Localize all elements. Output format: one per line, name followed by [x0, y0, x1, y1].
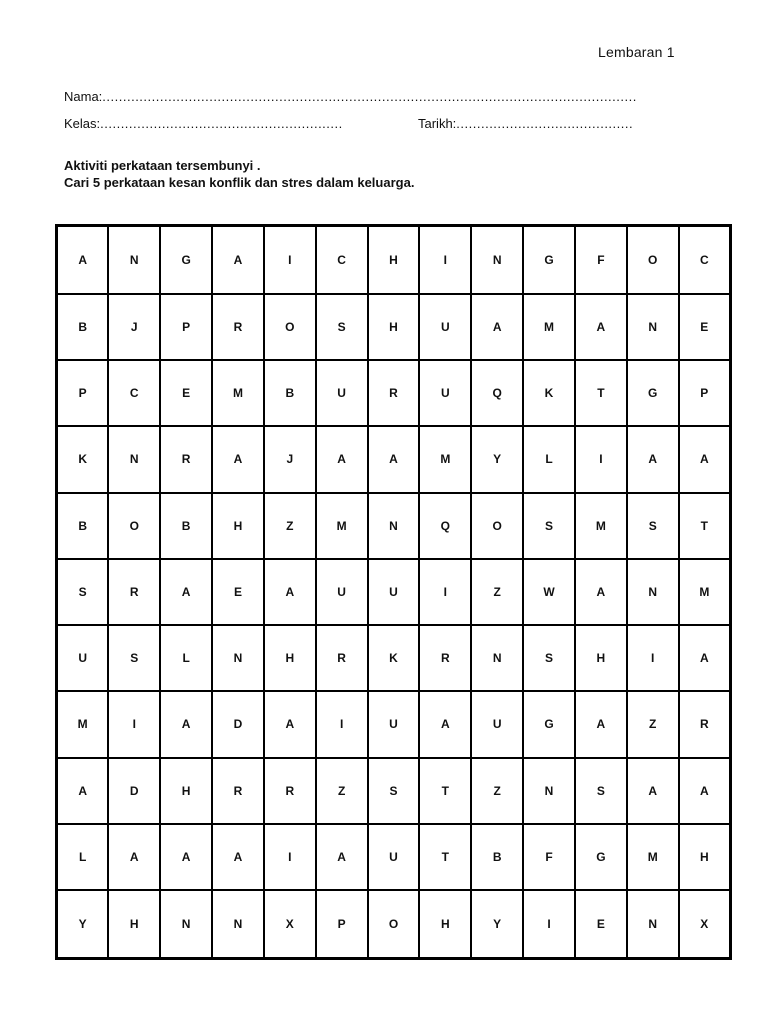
grid-cell[interactable]: X [679, 890, 731, 958]
grid-cell[interactable]: R [212, 294, 264, 360]
grid-cell[interactable]: R [316, 625, 368, 691]
grid-cell[interactable]: N [471, 625, 523, 691]
grid-cell[interactable]: S [523, 493, 575, 559]
grid-cell[interactable]: N [471, 226, 523, 294]
grid-cell[interactable]: A [575, 691, 627, 757]
grid-cell[interactable]: O [368, 890, 420, 958]
grid-cell[interactable]: A [57, 758, 109, 824]
grid-cell[interactable]: A [316, 426, 368, 492]
grid-cell[interactable]: G [523, 691, 575, 757]
grid-cell[interactable]: A [575, 559, 627, 625]
class-field[interactable] [64, 116, 343, 131]
grid-cell[interactable]: I [419, 226, 471, 294]
activity-task: Cari 5 perkataan kesan konflik dan stres dalam keluarga. [64, 175, 415, 190]
grid-cell[interactable]: I [264, 226, 316, 294]
grid-cell[interactable]: U [316, 360, 368, 426]
grid-cell[interactable]: M [523, 294, 575, 360]
grid-cell[interactable]: E [575, 890, 627, 958]
grid-cell[interactable]: D [212, 691, 264, 757]
grid-cell[interactable]: C [679, 226, 731, 294]
grid-cell[interactable]: C [316, 226, 368, 294]
grid-row [57, 360, 731, 426]
grid-cell[interactable]: E [679, 294, 731, 360]
grid-row [57, 824, 731, 890]
grid-cell[interactable]: B [471, 824, 523, 890]
grid-cell[interactable]: N [108, 426, 160, 492]
grid-cell[interactable]: K [523, 360, 575, 426]
grid-cell[interactable]: H [264, 625, 316, 691]
grid-cell[interactable]: H [160, 758, 212, 824]
grid-cell[interactable]: S [627, 493, 679, 559]
grid-cell[interactable]: M [627, 824, 679, 890]
grid-cell[interactable]: F [575, 226, 627, 294]
grid-cell[interactable]: Z [627, 691, 679, 757]
grid-cell[interactable]: N [627, 559, 679, 625]
grid-cell[interactable]: A [679, 758, 731, 824]
grid-cell[interactable]: Y [471, 890, 523, 958]
grid-cell[interactable]: Z [471, 559, 523, 625]
grid-cell[interactable]: A [575, 294, 627, 360]
grid-cell[interactable]: Q [419, 493, 471, 559]
grid-cell[interactable]: R [264, 758, 316, 824]
grid-cell[interactable]: G [627, 360, 679, 426]
grid-row [57, 890, 731, 958]
grid-cell[interactable]: M [679, 559, 731, 625]
word-search-grid [55, 224, 732, 960]
class-label: Kelas: [64, 116, 101, 131]
grid-cell[interactable]: M [316, 493, 368, 559]
grid-cell[interactable]: G [575, 824, 627, 890]
grid-cell[interactable]: A [368, 426, 420, 492]
grid-cell[interactable]: B [57, 294, 109, 360]
grid-cell[interactable]: N [523, 758, 575, 824]
grid-cell[interactable]: G [523, 226, 575, 294]
grid-row [57, 226, 731, 294]
grid-cell[interactable]: B [160, 493, 212, 559]
grid-cell[interactable]: R [108, 559, 160, 625]
name-label: Nama: [64, 89, 103, 104]
grid-cell[interactable]: U [368, 824, 420, 890]
grid-cell[interactable]: S [57, 559, 109, 625]
grid-cell[interactable]: R [212, 758, 264, 824]
grid-cell[interactable]: N [627, 890, 679, 958]
grid-cell[interactable]: H [575, 625, 627, 691]
grid-cell[interactable]: R [679, 691, 731, 757]
grid-cell[interactable]: Y [471, 426, 523, 492]
grid-cell[interactable]: U [368, 691, 420, 757]
grid-row [57, 559, 731, 625]
grid-cell[interactable]: Z [264, 493, 316, 559]
grid-row [57, 294, 731, 360]
grid-cell[interactable]: J [108, 294, 160, 360]
grid-cell[interactable]: Q [471, 360, 523, 426]
name-field[interactable] [64, 89, 637, 104]
grid-cell[interactable]: A [316, 824, 368, 890]
grid-cell[interactable]: S [108, 625, 160, 691]
grid-cell[interactable]: R [368, 360, 420, 426]
grid-cell[interactable]: N [212, 890, 264, 958]
date-blank: ........................................... [456, 116, 634, 131]
grid-cell[interactable]: U [368, 559, 420, 625]
grid-cell[interactable]: A [627, 758, 679, 824]
grid-cell[interactable]: C [108, 360, 160, 426]
grid-cell[interactable]: J [264, 426, 316, 492]
grid-cell[interactable]: O [264, 294, 316, 360]
grid-cell[interactable]: P [316, 890, 368, 958]
grid-cell[interactable]: U [316, 559, 368, 625]
grid-cell[interactable]: T [419, 758, 471, 824]
grid-row [57, 625, 731, 691]
date-field[interactable] [418, 116, 633, 131]
grid-cell[interactable]: A [160, 824, 212, 890]
grid-cell[interactable]: E [160, 360, 212, 426]
grid-cell[interactable]: R [160, 426, 212, 492]
grid-cell[interactable]: M [57, 691, 109, 757]
sheet-label: Lembaran 1 [598, 44, 675, 60]
grid-cell[interactable]: L [57, 824, 109, 890]
grid-cell[interactable]: N [108, 226, 160, 294]
grid-cell[interactable]: S [523, 625, 575, 691]
grid-cell[interactable]: H [108, 890, 160, 958]
grid-cell[interactable]: A [57, 226, 109, 294]
grid-cell[interactable]: P [160, 294, 212, 360]
grid-cell[interactable]: M [419, 426, 471, 492]
grid-cell[interactable]: A [264, 559, 316, 625]
grid-cell[interactable]: U [419, 360, 471, 426]
grid-cell[interactable]: A [160, 559, 212, 625]
grid-cell[interactable]: H [419, 890, 471, 958]
grid-cell[interactable]: A [108, 824, 160, 890]
grid-cell[interactable]: A [264, 691, 316, 757]
grid-cell[interactable]: N [627, 294, 679, 360]
grid-cell[interactable]: W [523, 559, 575, 625]
date-label: Tarikh: [418, 116, 457, 131]
grid-cell[interactable]: A [419, 691, 471, 757]
grid-cell[interactable]: N [160, 890, 212, 958]
grid-cell[interactable]: K [57, 426, 109, 492]
grid-cell[interactable]: I [264, 824, 316, 890]
grid-cell[interactable]: A [212, 824, 264, 890]
grid-cell[interactable]: I [627, 625, 679, 691]
grid-row [57, 758, 731, 824]
grid-cell[interactable]: U [57, 625, 109, 691]
grid-cell[interactable]: S [316, 294, 368, 360]
grid-cell[interactable]: H [368, 226, 420, 294]
grid-cell[interactable]: I [316, 691, 368, 757]
grid-cell[interactable]: N [212, 625, 264, 691]
grid-cell[interactable]: T [575, 360, 627, 426]
grid-cell[interactable]: D [108, 758, 160, 824]
grid-cell[interactable]: H [368, 294, 420, 360]
grid-cell[interactable]: L [160, 625, 212, 691]
grid-cell[interactable]: I [108, 691, 160, 757]
grid-cell[interactable]: S [368, 758, 420, 824]
grid-cell[interactable]: Z [471, 758, 523, 824]
grid-cell[interactable]: H [679, 824, 731, 890]
grid-cell[interactable]: B [264, 360, 316, 426]
name-blank: .................................................................................................................................. [102, 89, 637, 104]
grid-cell[interactable]: Z [316, 758, 368, 824]
grid-cell[interactable]: A [212, 426, 264, 492]
class-blank: ........................................................... [100, 116, 343, 131]
grid-cell[interactable]: X [264, 890, 316, 958]
grid-cell[interactable]: F [523, 824, 575, 890]
grid-cell[interactable]: M [212, 360, 264, 426]
grid-cell[interactable]: A [471, 294, 523, 360]
grid-cell[interactable]: L [523, 426, 575, 492]
grid-cell[interactable]: T [419, 824, 471, 890]
grid-cell[interactable]: A [679, 625, 731, 691]
grid-cell[interactable]: E [212, 559, 264, 625]
grid-cell[interactable]: O [627, 226, 679, 294]
activity-title: Aktiviti perkataan tersembunyi . [64, 158, 261, 173]
grid-cell[interactable]: U [419, 294, 471, 360]
grid-cell[interactable]: M [575, 493, 627, 559]
grid-cell[interactable]: O [108, 493, 160, 559]
grid-row [57, 493, 731, 559]
grid-cell[interactable]: U [471, 691, 523, 757]
grid-cell[interactable]: T [679, 493, 731, 559]
grid-cell[interactable]: I [575, 426, 627, 492]
grid-cell[interactable]: A [627, 426, 679, 492]
grid-cell[interactable]: Y [57, 890, 109, 958]
grid-cell[interactable]: N [368, 493, 420, 559]
grid-cell[interactable]: I [523, 890, 575, 958]
grid-cell[interactable]: P [57, 360, 109, 426]
grid-cell[interactable]: K [368, 625, 420, 691]
grid-cell[interactable]: O [471, 493, 523, 559]
grid-cell[interactable]: R [419, 625, 471, 691]
grid-cell[interactable]: S [575, 758, 627, 824]
grid-cell[interactable]: G [160, 226, 212, 294]
grid-cell[interactable]: A [160, 691, 212, 757]
grid-cell[interactable]: H [212, 493, 264, 559]
grid-row [57, 426, 731, 492]
grid-cell[interactable]: A [212, 226, 264, 294]
grid-cell[interactable]: B [57, 493, 109, 559]
grid-cell[interactable]: P [679, 360, 731, 426]
grid-cell[interactable]: A [679, 426, 731, 492]
grid-cell[interactable]: I [419, 559, 471, 625]
grid-row [57, 691, 731, 757]
